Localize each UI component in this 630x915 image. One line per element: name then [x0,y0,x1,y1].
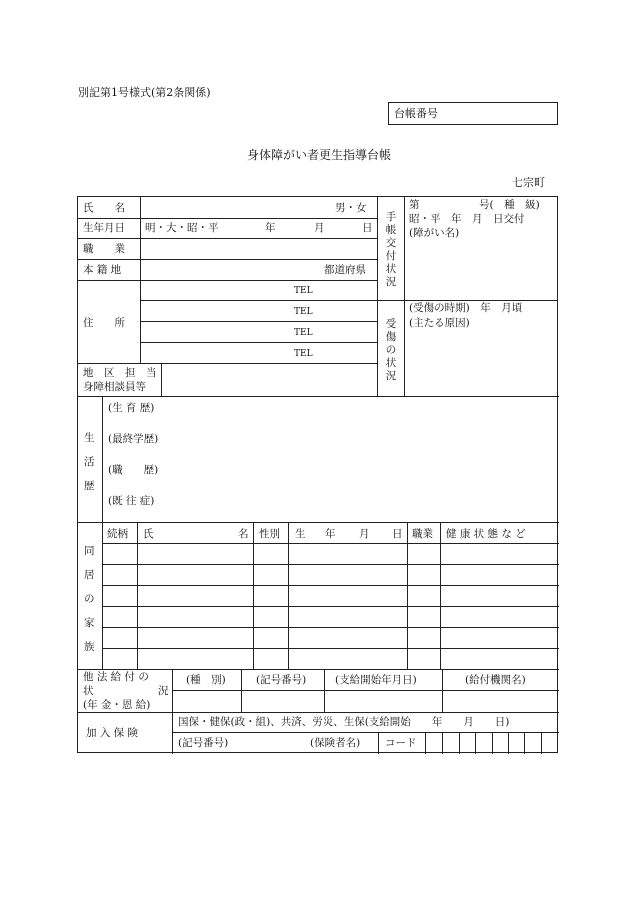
occupation-label: 職 業 [83,243,125,255]
health-header: 健 康 状 態 な ど [446,528,526,540]
birth-header-3: 月 [359,528,370,540]
ledger-number-label: 台帳番号 [394,107,438,120]
counselor-field[interactable] [162,364,558,396]
life-history-field[interactable] [103,397,558,522]
counselor-label-line1: 地 区 担 当 [83,367,157,379]
birth-header-2: 年 [325,528,336,540]
family-label-3: の [84,593,95,605]
benefits-label-line1: 他 法 給 付 の [83,671,149,683]
insurer-name-label: (保険者名) [310,737,361,749]
tel-label-2: TEL [294,307,313,317]
tel-label-1: TEL [294,286,313,296]
notebook-no-grade: 号( 種 級) [479,199,540,211]
ledger-table [77,196,558,753]
name-label: 氏 名 [83,202,125,214]
insurance-types[interactable]: 国保・健保(政・組)、共済、労災、生保(支給開始 年 月 日) [178,716,510,728]
insurance-number-label: (記号番号) [178,737,229,749]
dob-label: 生年月日 [83,222,125,234]
code-boxes[interactable] [426,733,558,753]
notebook-no-prefix: 第 [409,199,420,211]
benefit-agency-header: (給付機関名) [465,674,526,686]
benefit-start-header: (支給開始年月日) [335,674,417,686]
code-label: コード [385,737,417,749]
ledger-number-box[interactable] [388,102,558,125]
upbringing-label: (生 育 歴) [108,402,155,414]
education-label: (最終学歴) [108,433,159,445]
occupation-header: 職業 [412,528,433,540]
municipality: 七宗町 [512,176,545,189]
injury-status-label: 受傷の状況 [385,318,397,382]
dob-month-label: 月 [314,222,325,234]
insurance-label: 加 入 保 険 [86,727,139,739]
domicile-label: 本 籍 地 [83,264,122,276]
address-label: 住 所 [83,317,125,329]
benefit-number-header: (記号番号) [256,674,307,686]
birth-header-4: 日 [392,528,403,540]
disability-name-label: (障がい名) [409,227,460,239]
injury-time-label: (受傷の時期) 年 月頃 [409,302,523,314]
career-label: (職 歴) [108,464,159,476]
family-label-4: 家 [84,617,95,629]
notebook-issue-date: 昭・平 年 月 日交付 [409,213,525,225]
dob-day-label: 日 [362,222,373,234]
life-history-label-3: 歴 [84,480,95,492]
family-name-header-a: 氏 [143,528,154,540]
family-label-5: 族 [84,641,95,653]
injury-cause-label: (主たる原因) [409,317,470,329]
benefits-label-line3: (年 金・恩 給) [83,699,151,711]
counselor-label-line2: 身障相談員等 [83,381,146,393]
era-options[interactable]: 明・大・昭・平 [145,222,219,234]
family-name-header-b: 名 [238,528,249,540]
notebook-status-label: 手帳交付状況 [385,211,397,288]
medical-history-label: (既 往 症) [108,495,155,507]
tel-label-3: TEL [294,328,313,338]
benefits-label-line2b: 況 [158,685,169,697]
sex-header: 性別 [259,528,280,540]
life-history-label-1: 生 [84,432,95,444]
tel-label-4: TEL [294,349,313,359]
form-title: 身体障がい者更生指導台帳 [247,148,392,162]
benefit-type-header: (種 別) [186,674,226,686]
form-reference: 別記第1号様式(第2条関係) [78,86,211,99]
family-label-1: 同 [84,545,95,557]
dob-year-label: 年 [265,222,276,234]
birth-header-1: 生 [295,528,306,540]
relation-header: 続柄 [107,528,128,540]
life-history-label-2: 活 [84,456,95,468]
benefits-label-line2a: 状 [83,685,94,697]
prefecture-label: 都道府県 [324,264,366,276]
sex-options[interactable]: 男・女 [335,202,367,214]
occupation-field[interactable] [141,239,377,259]
family-label-2: 居 [84,569,95,581]
